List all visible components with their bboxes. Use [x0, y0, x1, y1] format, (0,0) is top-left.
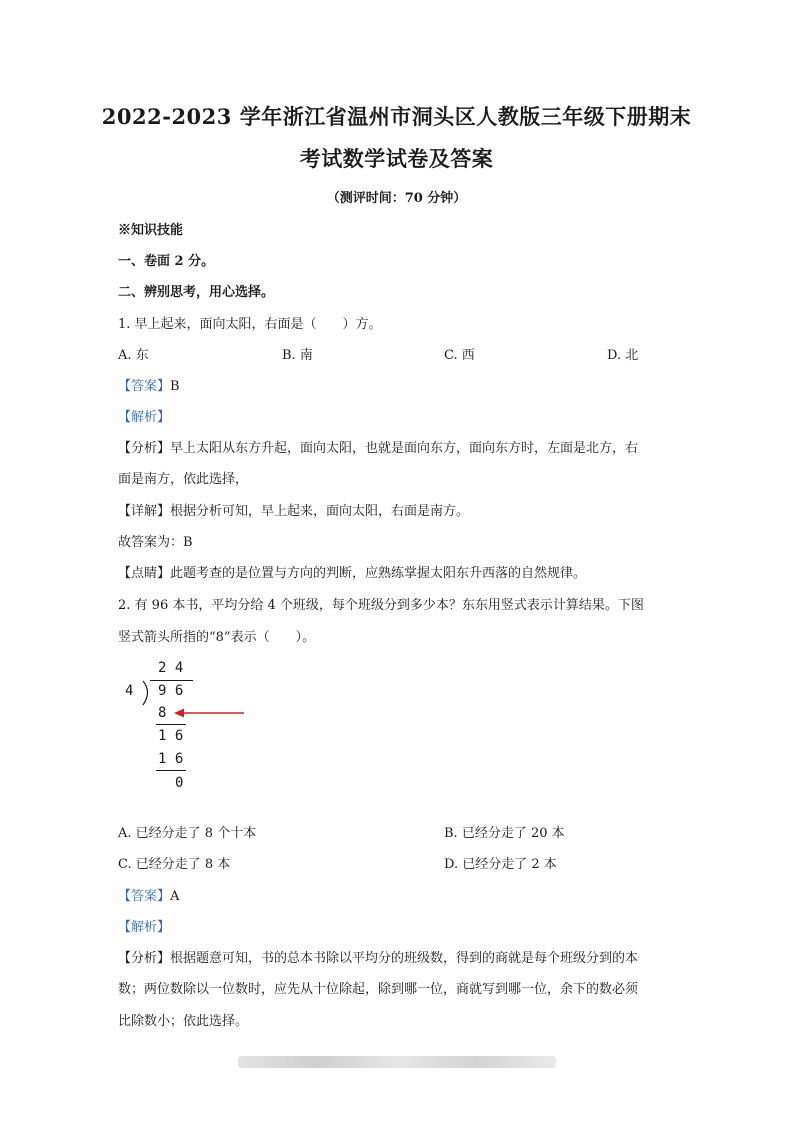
division-step3: 1 6: [158, 751, 184, 767]
division-rule-2: [156, 770, 186, 771]
division-bracket: [141, 680, 153, 706]
q2-stem-line-1: 2. 有 96 本书，平均分给 4 个班级，每个班级分到多少本？东东用竖式表示计算结果。下图: [118, 598, 644, 613]
q2-fenxi-line-3: 比除数小；依此选择。: [118, 1014, 249, 1029]
fenxi-text: 根据题意可知，书的总本书除以平均分的班级数，得到的商就是每个班级分到的本: [170, 951, 639, 966]
q1-option-a: A. 东: [118, 348, 149, 363]
test-duration: （测评时间：70 分钟）: [326, 191, 467, 206]
q1-fenxi-line-1: [118, 437, 638, 456]
red-arrow-icon: [172, 706, 246, 720]
q1-stem: 1. 早上起来，面向太阳，右面是（ ）方。: [118, 317, 382, 332]
q1-option-b: B. 南: [282, 348, 313, 363]
q1-answer: [118, 375, 180, 394]
division-quotient: 2 4: [158, 660, 184, 676]
page-title-line-1: 2022-2023 学年浙江省温州市洞头区人教版三年级下册期末: [101, 104, 692, 129]
section-knowledge: ※知识技能: [118, 223, 184, 238]
fenxi-tag: 【分析】: [118, 951, 171, 966]
division-step1: 8: [158, 705, 167, 721]
q2-option-d: D. 已经分走了 2 本: [444, 857, 557, 872]
division-divisor: 4: [125, 683, 134, 699]
answer-value: A: [170, 889, 180, 904]
division-dividend: 9 6: [158, 683, 184, 699]
division-bar: [150, 680, 193, 681]
xiangjie-tag: 【详解】: [118, 504, 171, 519]
section-part2: 二、辨别思考，用心选择。: [118, 285, 275, 300]
dianjing-tag: 【点睛】: [118, 566, 171, 581]
division-step2: 1 6: [158, 728, 184, 744]
q1-xiangjie: [118, 500, 469, 519]
q1-conclusion: 故答案为：B: [118, 535, 193, 550]
answer-tag: 【答案】: [118, 889, 171, 904]
q2-analysis-tag: 【解析】: [118, 920, 171, 935]
fenxi-text: 早上太阳从东方升起，面向太阳，也就是面向东方，面向东方时，左面是北方，右: [170, 441, 639, 456]
q2-option-b: B. 已经分走了 20 本: [444, 826, 565, 841]
q2-option-a: A. 已经分走了 8 个十本: [118, 826, 257, 841]
section-part1: 一、卷面 2 分。: [118, 254, 215, 269]
q1-option-c: C. 西: [444, 348, 475, 363]
q1-option-d: D. 北: [607, 348, 639, 363]
q2-stem-line-2: 竖式箭头所指的“8”表示（ ）。: [118, 630, 316, 645]
answer-tag: 【答案】: [118, 379, 171, 394]
division-rule-1: [156, 724, 186, 725]
q1-analysis-tag: 【解析】: [118, 410, 171, 425]
division-remainder: 0: [175, 775, 184, 791]
q2-fenxi-line-2: 数；两位数除以一位数时，应先从十位除起，除到哪一位，商就写到哪一位，余下的数必须: [118, 982, 639, 997]
fenxi-tag: 【分析】: [118, 441, 171, 456]
dianjing-text: 此题考查的是位置与方向的判断，应熟练掌握太阳东升西落的自然规律。: [170, 566, 587, 581]
q1-fenxi-line-2: 面是南方，依此选择，: [118, 472, 249, 487]
q2-option-c: C. 已经分走了 8 本: [118, 857, 231, 872]
q2-fenxi-line-1: [118, 947, 638, 966]
q2-answer: [118, 885, 179, 904]
blurred-watermark: [238, 1056, 556, 1068]
xiangjie-text: 根据分析可知，早上起来，面向太阳，右面是南方。: [170, 504, 470, 519]
answer-value: B: [170, 379, 180, 394]
q1-dianjing: [118, 562, 586, 581]
page-title-line-2: 考试数学试卷及答案: [299, 146, 494, 171]
